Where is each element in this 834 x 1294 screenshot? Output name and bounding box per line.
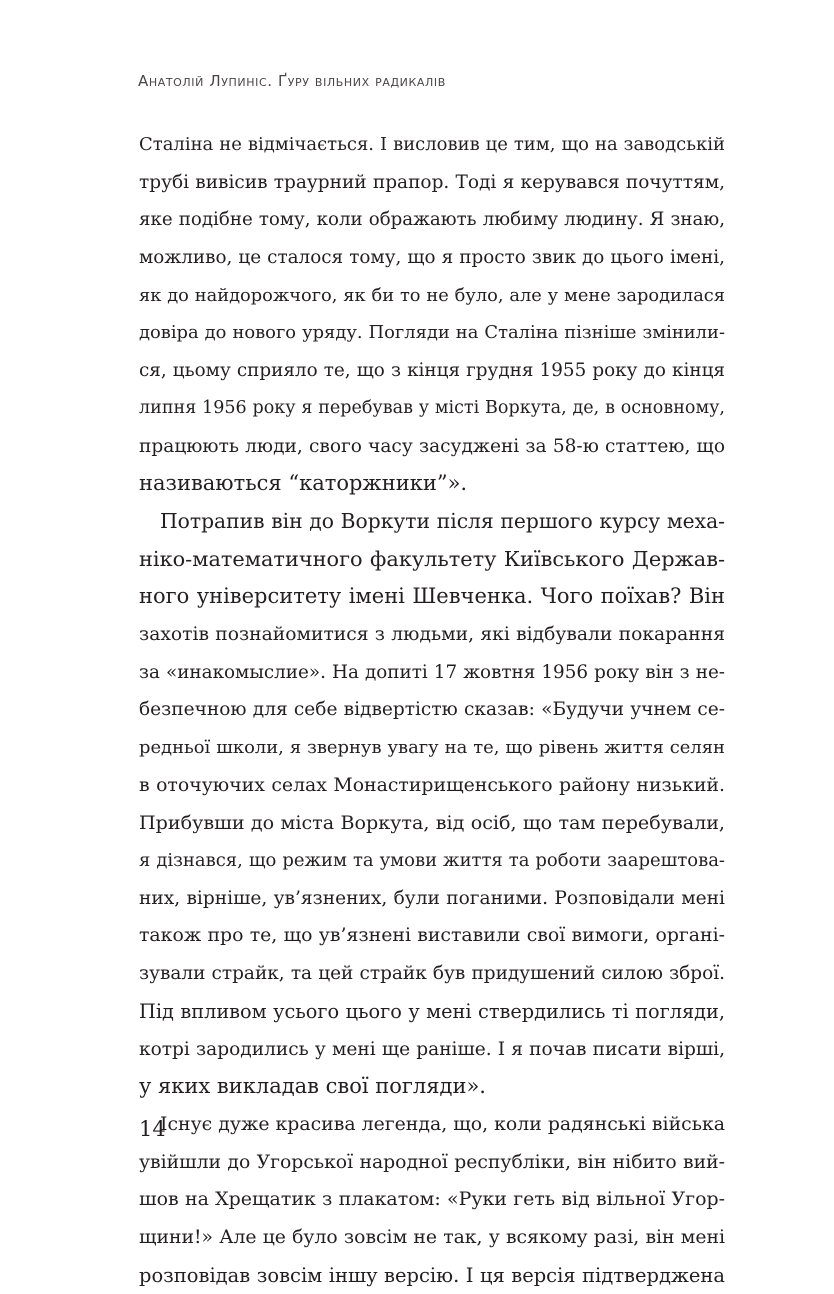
running-header-title: Анатолій Лупиніс. Ґуру вільних радикалів — [138, 72, 446, 90]
running-header — [138, 72, 446, 90]
text-line: довіра до нового уряду. Погляди на Сталіна пізніше змінили- — [139, 322, 725, 344]
text-line: Сталіна не відмічається. І висловив це тим, що на заводській — [139, 134, 725, 155]
text-line: ніко-математичного факультету Київського Держав- — [139, 546, 725, 571]
text-line: них, вірніше, ув’язнених, були поганими. Розповідали мені — [139, 887, 725, 909]
text-line: безпечною для себе відвертістю сказав: «Будучи учнем се- — [139, 699, 725, 721]
paragraph — [139, 126, 725, 503]
text-line: ного університету імені Шевченка. Чого поїхав? Він — [139, 584, 725, 609]
text-line: зували страйк, та цей страйк був придушений силою зброї. — [139, 963, 725, 985]
text-line: захотів познайомитися з людьми, які відбували покарання — [139, 623, 725, 645]
text-line: трубі вивісив траурний прапор. Тоді я керувався почуттям, — [139, 171, 725, 193]
text-line: в оточуючих селах Монастирищенського району низький. — [139, 773, 725, 796]
paragraph — [139, 503, 725, 1106]
text-line: Під впливом усього цього у мені ствердились ті погляди, — [139, 999, 725, 1023]
text-line: ся, цьому сприяло те, що з кінця грудня 1955 року до кінця — [139, 360, 725, 382]
text-line: липня 1956 року я перебував у місті Воркута, де, в основному, — [139, 397, 725, 418]
text-line: я дізнався, що режим та умови життя та роботи заарештова- — [139, 850, 725, 872]
text-line: увійшли до Угорської народної республіки, він нібито вий- — [139, 1151, 725, 1173]
text-line: називаються “каторжники”». — [139, 471, 468, 496]
text-line: шов на Хрещатик з плакатом: «Руки геть від вільної Угор- — [139, 1188, 725, 1211]
text-line: за «инакомыслие». На допиті 17 жовтня 1956 року він з не- — [139, 661, 725, 683]
text-line: працюють люди, свого часу засуджені за 58-ю статтею, що — [139, 435, 725, 457]
text-line: розповідав зовсім іншу версію. І ця версія підтверджена — [139, 1263, 725, 1287]
text-line: у яких викладав свої погляди». — [139, 1074, 486, 1099]
text-line: щини!» Але це було зовсім не так, у всякому разі, він мені — [139, 1226, 725, 1248]
text-line: Прибувши до міста Воркута, від осіб, що там перебували, — [139, 811, 725, 835]
text-line: редньої школи, я звернув увагу на те, що рівень життя селян — [139, 737, 725, 758]
text-line: також про те, що ув’язнені виставили свої вимоги, органі- — [139, 924, 725, 947]
text-line: Існує дуже красива легенда, що, коли радянські війська — [160, 1112, 725, 1135]
text-line: як до найдорожчого, як би то не було, але у мене зародилася — [139, 284, 725, 306]
body-text — [139, 126, 725, 1294]
text-line: Потрапив він до Воркути після першого курсу меха- — [160, 508, 725, 533]
text-line: котрі зародились у мені ще раніше. І я почав писати вірші, — [139, 1038, 725, 1060]
text-line: можливо, це сталося тому, що я просто звик до цього імені, — [139, 247, 725, 269]
text-line: яке подібне тому, коли ображають любиму людину. Я знаю, — [139, 209, 725, 231]
page-number: 14 — [139, 1117, 166, 1141]
